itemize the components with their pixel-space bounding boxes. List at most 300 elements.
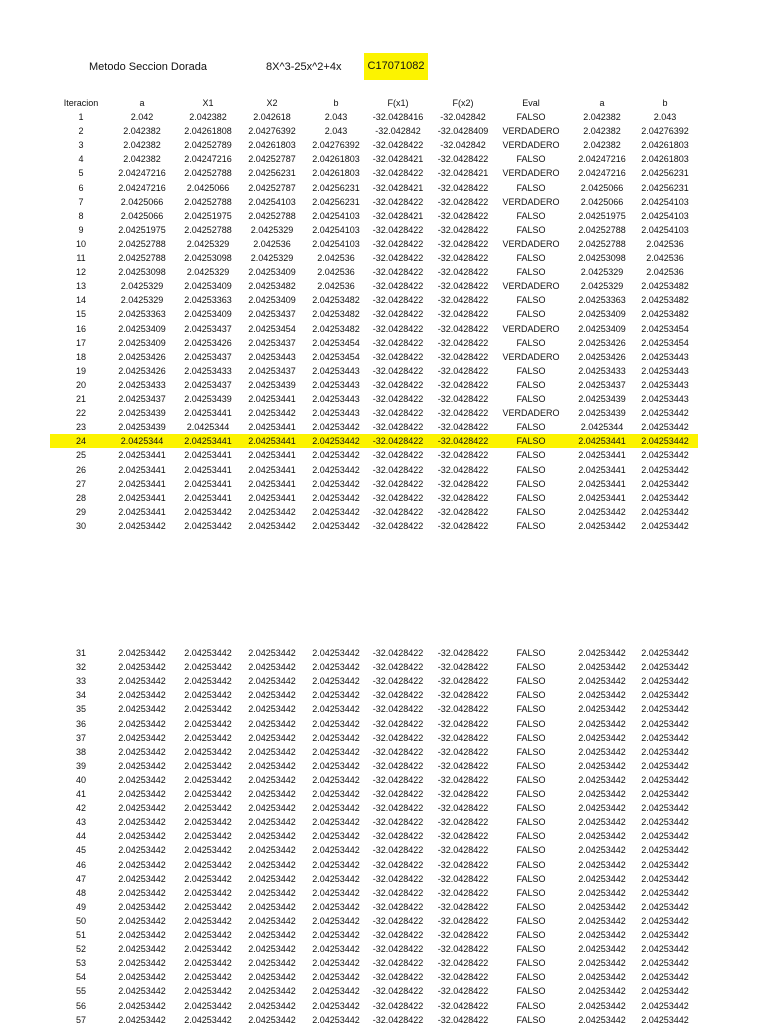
value-cell: -32.0428422 [372, 690, 424, 701]
value-cell: 2.04256231 [248, 168, 296, 179]
value-cell: 2.04253443 [248, 351, 296, 362]
value-cell: -32.0428422 [437, 648, 489, 658]
value-cell: FALSO [516, 732, 546, 743]
value-cell: 2.04253442 [248, 873, 296, 884]
value-cell: -32.0428422 [372, 436, 424, 447]
value-cell: 2.04251975 [184, 210, 232, 221]
value-cell: -32.0428422 [372, 281, 424, 292]
value-cell: 2.04253442 [641, 859, 689, 870]
column-header: F(x1) [387, 98, 409, 108]
value-cell: FALSO [516, 506, 546, 517]
value-cell: FALSO [516, 648, 546, 658]
value-cell: 2.04253442 [312, 760, 360, 771]
value-cell: -32.0428422 [372, 520, 424, 531]
value-cell: 2.04253442 [248, 789, 296, 799]
iteration-cell: 41 [75, 789, 86, 799]
value-cell: -32.0428422 [372, 309, 424, 320]
value-cell: 2.04261803 [312, 154, 360, 165]
table-row [0, 195, 768, 209]
value-cell: 2.04253442 [312, 915, 360, 926]
value-cell: -32.0428422 [437, 323, 489, 334]
value-cell: 2.04253442 [248, 662, 296, 673]
value-cell: 2.04253442 [184, 845, 232, 856]
value-cell: 2.04261803 [641, 154, 689, 165]
table-row [0, 1013, 768, 1024]
value-cell: 2.04253442 [641, 492, 689, 503]
value-cell: 2.04253437 [184, 323, 232, 334]
value-cell: 2.04253442 [184, 506, 232, 517]
value-cell: 2.04253439 [184, 394, 232, 404]
value-cell: FALSO [516, 295, 546, 306]
value-cell: -32.0428422 [372, 986, 424, 997]
value-cell: 2.04253409 [248, 267, 296, 278]
value-cell: 2.04261803 [641, 140, 689, 151]
value-cell: -32.0428422 [372, 478, 424, 489]
value-cell: 2.04253441 [118, 478, 166, 489]
value-cell: 2.0425066 [120, 196, 164, 207]
value-cell: 2.04253442 [184, 972, 232, 983]
value-cell: -32.0428422 [372, 394, 424, 404]
iteration-cell: 49 [75, 901, 86, 912]
value-cell: FALSO [516, 803, 546, 814]
value-cell: 2.04253442 [578, 817, 626, 828]
value-cell: 2.04253442 [641, 887, 689, 898]
value-cell: -32.0428422 [437, 901, 489, 912]
value-cell: 2.04253442 [641, 831, 689, 842]
value-cell: 2.04253442 [312, 887, 360, 898]
value-cell: 2.04253442 [578, 760, 626, 771]
value-cell: FALSO [516, 182, 546, 193]
value-cell: 2.04253437 [248, 309, 296, 320]
value-cell: -32.0428422 [437, 986, 489, 997]
value-cell: FALSO [516, 436, 546, 447]
value-cell: 2.04253443 [641, 394, 689, 404]
value-cell: 2.04253442 [578, 887, 626, 898]
table-row [0, 688, 768, 702]
table-row [0, 350, 768, 364]
value-cell: -32.0428422 [437, 492, 489, 503]
value-cell: -32.0428422 [437, 662, 489, 673]
value-cell: 2.04253442 [248, 1000, 296, 1011]
value-cell: FALSO [516, 789, 546, 799]
value-cell: 2.04253442 [578, 1000, 626, 1011]
value-cell: FALSO [516, 887, 546, 898]
value-cell: 2.04252788 [184, 168, 232, 179]
iteration-cell: 38 [75, 746, 86, 757]
value-cell: 2.04253442 [184, 817, 232, 828]
value-cell: 2.04256231 [641, 168, 689, 179]
table-row [0, 829, 768, 843]
value-cell: 2.04253442 [184, 901, 232, 912]
value-cell: 2.04253454 [641, 337, 689, 348]
value-cell: 2.04252787 [248, 182, 296, 193]
value-cell: VERDADERO [502, 238, 560, 249]
value-cell: FALSO [516, 873, 546, 884]
value-cell: 2.04276392 [248, 126, 296, 137]
value-cell: 2.04253442 [578, 789, 626, 799]
value-cell: FALSO [516, 901, 546, 912]
table-row [0, 223, 768, 237]
value-cell: FALSO [516, 958, 546, 969]
value-cell: -32.0428422 [437, 506, 489, 517]
value-cell: 2.04253437 [578, 379, 626, 390]
value-cell: 2.04253442 [184, 746, 232, 757]
table-row [0, 364, 768, 378]
value-cell: 2.04253442 [184, 859, 232, 870]
iteration-cell: 6 [78, 182, 84, 193]
value-cell: FALSO [516, 662, 546, 673]
iteration-cell: 34 [75, 690, 86, 701]
value-cell: 2.042618 [253, 112, 291, 122]
iteration-cell: 22 [75, 408, 86, 419]
value-cell: 2.04253442 [578, 873, 626, 884]
value-cell: -32.0428422 [372, 676, 424, 687]
value-cell: 2.04253442 [641, 408, 689, 419]
value-cell: 2.0425329 [186, 267, 230, 278]
value-cell: 2.04253442 [184, 704, 232, 715]
value-cell: 2.04253454 [641, 323, 689, 334]
value-cell: 2.04252788 [248, 210, 296, 221]
value-cell: 2.04253442 [118, 648, 166, 658]
table-row [0, 491, 768, 505]
value-cell: 2.04252788 [578, 224, 626, 235]
value-cell: 2.04252788 [118, 253, 166, 263]
iteration-cell: 52 [75, 944, 86, 955]
iteration-cell: 20 [75, 379, 86, 390]
value-cell: 2.04253442 [118, 986, 166, 997]
value-cell: VERDADERO [502, 196, 560, 207]
value-cell: 2.04253442 [312, 986, 360, 997]
value-cell: 2.04253442 [312, 648, 360, 658]
value-cell: 2.04253442 [312, 478, 360, 489]
column-header: Eval [522, 98, 540, 108]
table-row [0, 420, 768, 434]
value-cell: -32.0428422 [372, 972, 424, 983]
value-cell: 2.04253442 [312, 774, 360, 785]
value-cell: -32.0428422 [437, 972, 489, 983]
table-row [0, 110, 768, 124]
value-cell: -32.0428422 [372, 1014, 424, 1024]
value-cell: 2.04253442 [312, 930, 360, 940]
value-cell: 2.042536 [317, 253, 355, 263]
iteration-cell: 32 [75, 662, 86, 673]
value-cell: 2.04253441 [184, 450, 232, 461]
value-cell: 2.04253442 [312, 859, 360, 870]
table-row [0, 477, 768, 491]
value-cell: -32.0428422 [372, 901, 424, 912]
value-cell: 2.04253441 [118, 450, 166, 461]
value-cell: 2.04253443 [312, 408, 360, 419]
value-cell: -32.0428421 [372, 182, 424, 193]
value-cell: 2.04253442 [118, 760, 166, 771]
table-row [0, 293, 768, 307]
value-cell: -32.0428422 [372, 831, 424, 842]
value-cell: 2.0425344 [120, 436, 164, 447]
value-cell: 2.04253433 [118, 379, 166, 390]
value-cell: 2.04253442 [641, 648, 689, 658]
value-cell: -32.0428422 [372, 506, 424, 517]
iteration-cell: 25 [75, 450, 86, 461]
value-cell: FALSO [516, 676, 546, 687]
value-cell: 2.04253442 [184, 774, 232, 785]
value-cell: -32.0428422 [437, 210, 489, 221]
value-cell: 2.04254103 [641, 224, 689, 235]
table-row [0, 674, 768, 688]
value-cell: 2.04253442 [641, 1000, 689, 1011]
value-cell: -32.0428422 [372, 662, 424, 673]
value-cell: 2.04253441 [248, 478, 296, 489]
value-cell: -32.0428422 [437, 887, 489, 898]
table-row [0, 505, 768, 519]
value-cell: 2.04253442 [248, 648, 296, 658]
value-cell: 2.04253443 [641, 379, 689, 390]
value-cell: 2.04253442 [312, 958, 360, 969]
value-cell: 2.04253442 [184, 718, 232, 729]
value-cell: FALSO [516, 520, 546, 531]
value-cell: 2.04252788 [184, 224, 232, 235]
value-cell: 2.04253426 [578, 351, 626, 362]
value-cell: 2.04253442 [248, 690, 296, 701]
value-cell: 2.04253409 [578, 309, 626, 320]
value-cell: -32.0428422 [437, 281, 489, 292]
value-cell: 2.04254103 [248, 196, 296, 207]
value-cell: 2.04253439 [578, 408, 626, 419]
value-cell: FALSO [516, 831, 546, 842]
iteration-cell: 9 [78, 224, 84, 235]
value-cell: 2.04253442 [641, 690, 689, 701]
value-cell: 2.04253409 [184, 309, 232, 320]
value-cell: 2.04253442 [578, 732, 626, 743]
value-cell: 2.04253443 [312, 379, 360, 390]
value-cell: -32.0428422 [372, 295, 424, 306]
value-cell: 2.0425066 [580, 196, 624, 207]
iteration-cell: 26 [75, 464, 86, 475]
value-cell: 2.04253442 [578, 803, 626, 814]
iteration-cell: 39 [75, 760, 86, 771]
value-cell: 2.04253442 [248, 887, 296, 898]
value-cell: 2.04253098 [184, 253, 232, 263]
value-cell: 2.04253098 [578, 253, 626, 263]
value-cell: -32.0428422 [372, 464, 424, 475]
value-cell: 2.04253441 [248, 492, 296, 503]
table-row [0, 928, 768, 942]
table-row [0, 956, 768, 970]
table-row [0, 336, 768, 350]
value-cell: 2.04253442 [118, 1014, 166, 1024]
value-cell: 2.04253442 [641, 450, 689, 461]
value-cell: 2.04253363 [184, 295, 232, 306]
value-cell: 2.04247216 [184, 154, 232, 165]
iteration-cell: 53 [75, 958, 86, 969]
value-cell: 2.04253442 [118, 690, 166, 701]
value-cell: 2.04253442 [118, 845, 166, 856]
iteration-cell: 56 [75, 1000, 86, 1011]
value-cell: 2.04253442 [118, 831, 166, 842]
table-row [0, 843, 768, 857]
value-cell: 2.04253437 [184, 379, 232, 390]
title: Metodo Seccion Dorada [89, 61, 208, 73]
value-cell: 2.04253442 [578, 704, 626, 715]
value-cell: FALSO [516, 450, 546, 461]
value-cell: 2.04253442 [248, 746, 296, 757]
value-cell: 2.04253442 [248, 1014, 296, 1024]
value-cell: FALSO [516, 464, 546, 475]
value-cell: -32.0428422 [437, 182, 489, 193]
value-cell: -32.0428422 [437, 464, 489, 475]
value-cell: -32.0428422 [437, 238, 489, 249]
value-cell: FALSO [516, 253, 546, 263]
value-cell: 2.04253442 [312, 450, 360, 461]
value-cell: 2.04251975 [118, 224, 166, 235]
value-cell: 2.04253442 [248, 831, 296, 842]
value-cell: 2.04247216 [118, 168, 166, 179]
value-cell: 2.04253442 [641, 520, 689, 531]
value-cell: -32.0428422 [372, 760, 424, 771]
value-cell: 2.04253363 [118, 309, 166, 320]
iteration-cell: 10 [75, 238, 86, 249]
value-cell: 2.04253439 [118, 422, 166, 433]
value-cell: 2.043 [653, 112, 677, 122]
value-cell: 2.04253437 [184, 351, 232, 362]
table-row [0, 265, 768, 279]
value-cell: 2.043 [324, 112, 348, 122]
value-cell: -32.0428422 [372, 718, 424, 729]
value-cell: -32.0428422 [437, 478, 489, 489]
value-cell: FALSO [516, 154, 546, 165]
value-cell: 2.04253442 [641, 915, 689, 926]
value-cell: 2.04253442 [118, 746, 166, 757]
value-cell: 2.04254103 [641, 196, 689, 207]
value-cell: -32.0428422 [437, 732, 489, 743]
value-cell: 2.04253442 [641, 944, 689, 955]
value-cell: -32.0428422 [437, 196, 489, 207]
value-cell: 2.0425066 [580, 182, 624, 193]
value-cell: -32.0428422 [372, 915, 424, 926]
value-cell: 2.04253442 [184, 958, 232, 969]
value-cell: 2.04253442 [312, 436, 360, 447]
value-cell: 2.04253442 [312, 803, 360, 814]
value-cell: 2.04253442 [578, 648, 626, 658]
value-cell: -32.0428422 [372, 337, 424, 348]
value-cell: 2.04253439 [248, 379, 296, 390]
value-cell: 2.042382 [583, 126, 621, 137]
value-cell: 2.04253437 [248, 365, 296, 376]
value-cell: 2.04253482 [312, 323, 360, 334]
value-cell: 2.04253409 [248, 295, 296, 306]
value-cell: -32.0428422 [372, 365, 424, 376]
table-row [0, 801, 768, 815]
value-cell: 2.04252788 [184, 196, 232, 207]
iteration-cell: 2 [78, 126, 84, 137]
table-row [0, 152, 768, 166]
value-cell: 2.04253482 [641, 281, 689, 292]
value-cell: 2.04253442 [312, 873, 360, 884]
value-cell: FALSO [516, 986, 546, 997]
value-cell: 2.04253098 [118, 267, 166, 278]
iteration-cell: 21 [75, 394, 86, 404]
value-cell: 2.04253454 [248, 323, 296, 334]
value-cell: 2.04253441 [578, 436, 626, 447]
value-cell: 2.04253442 [578, 746, 626, 757]
table-row [0, 745, 768, 759]
table-row [0, 942, 768, 956]
value-cell: -32.0428422 [372, 196, 424, 207]
value-cell: 2.04254103 [312, 210, 360, 221]
table-row [0, 392, 768, 406]
value-cell: FALSO [516, 422, 546, 433]
value-cell: 2.04253442 [641, 676, 689, 687]
value-cell: 2.04253442 [248, 774, 296, 785]
value-cell: 2.04253442 [641, 464, 689, 475]
value-cell: 2.04247216 [118, 182, 166, 193]
iteration-cell: 1 [78, 112, 84, 122]
value-cell: 2.04253442 [578, 690, 626, 701]
column-header: Iteracion [63, 98, 99, 108]
value-cell: 2.04253442 [641, 704, 689, 715]
column-header: X1 [202, 98, 214, 108]
value-cell: VERDADERO [502, 281, 560, 292]
iteration-cell: 35 [75, 704, 86, 715]
value-cell: 2.04247216 [578, 154, 626, 165]
value-cell: 2.0425344 [580, 422, 624, 433]
code-cell: C17071082 [364, 53, 428, 80]
value-cell: -32.0428422 [437, 915, 489, 926]
value-cell: -32.0428422 [437, 365, 489, 376]
value-cell: 2.04276392 [312, 140, 360, 151]
value-cell: 2.04253442 [578, 520, 626, 531]
iteration-cell: 7 [78, 196, 84, 207]
value-cell: 2.04253442 [641, 422, 689, 433]
value-cell: 2.04253442 [641, 986, 689, 997]
value-cell: 2.042536 [317, 281, 355, 292]
value-cell: 2.04253442 [118, 774, 166, 785]
value-cell: 2.04253442 [312, 1000, 360, 1011]
iteration-cell: 15 [75, 309, 86, 320]
value-cell: 2.04253442 [118, 676, 166, 687]
value-cell: 2.04253442 [578, 859, 626, 870]
value-cell: 2.04253442 [118, 873, 166, 884]
value-cell: 2.04253442 [641, 958, 689, 969]
value-cell: 2.04253442 [641, 817, 689, 828]
value-cell: 2.04253442 [641, 1014, 689, 1024]
value-cell: -32.0428421 [437, 168, 489, 179]
iteration-cell: 37 [75, 732, 86, 743]
value-cell: -32.0428421 [372, 154, 424, 165]
value-cell: FALSO [516, 365, 546, 376]
value-cell: 2.04253442 [184, 789, 232, 799]
value-cell: 2.042382 [123, 154, 161, 165]
value-cell: -32.0428422 [437, 930, 489, 940]
value-cell: 2.0425329 [250, 224, 294, 235]
value-cell: -32.0428422 [372, 351, 424, 362]
value-cell: 2.04253442 [312, 464, 360, 475]
value-cell: 2.04253426 [118, 351, 166, 362]
value-cell: -32.0428422 [372, 238, 424, 249]
value-cell: 2.04252789 [184, 140, 232, 151]
value-cell: 2.04253442 [118, 958, 166, 969]
value-cell: 2.04261808 [184, 126, 232, 137]
value-cell: 2.04253442 [248, 986, 296, 997]
iteration-cell: 3 [78, 140, 84, 151]
value-cell: 2.04253454 [312, 337, 360, 348]
value-cell: 2.04253442 [641, 803, 689, 814]
value-cell: 2.04253442 [641, 662, 689, 673]
value-cell: -32.0428422 [437, 944, 489, 955]
value-cell: 2.04253441 [578, 492, 626, 503]
value-cell: 2.04253442 [118, 901, 166, 912]
value-cell: 2.04253439 [578, 394, 626, 404]
value-cell: 2.04253442 [312, 492, 360, 503]
